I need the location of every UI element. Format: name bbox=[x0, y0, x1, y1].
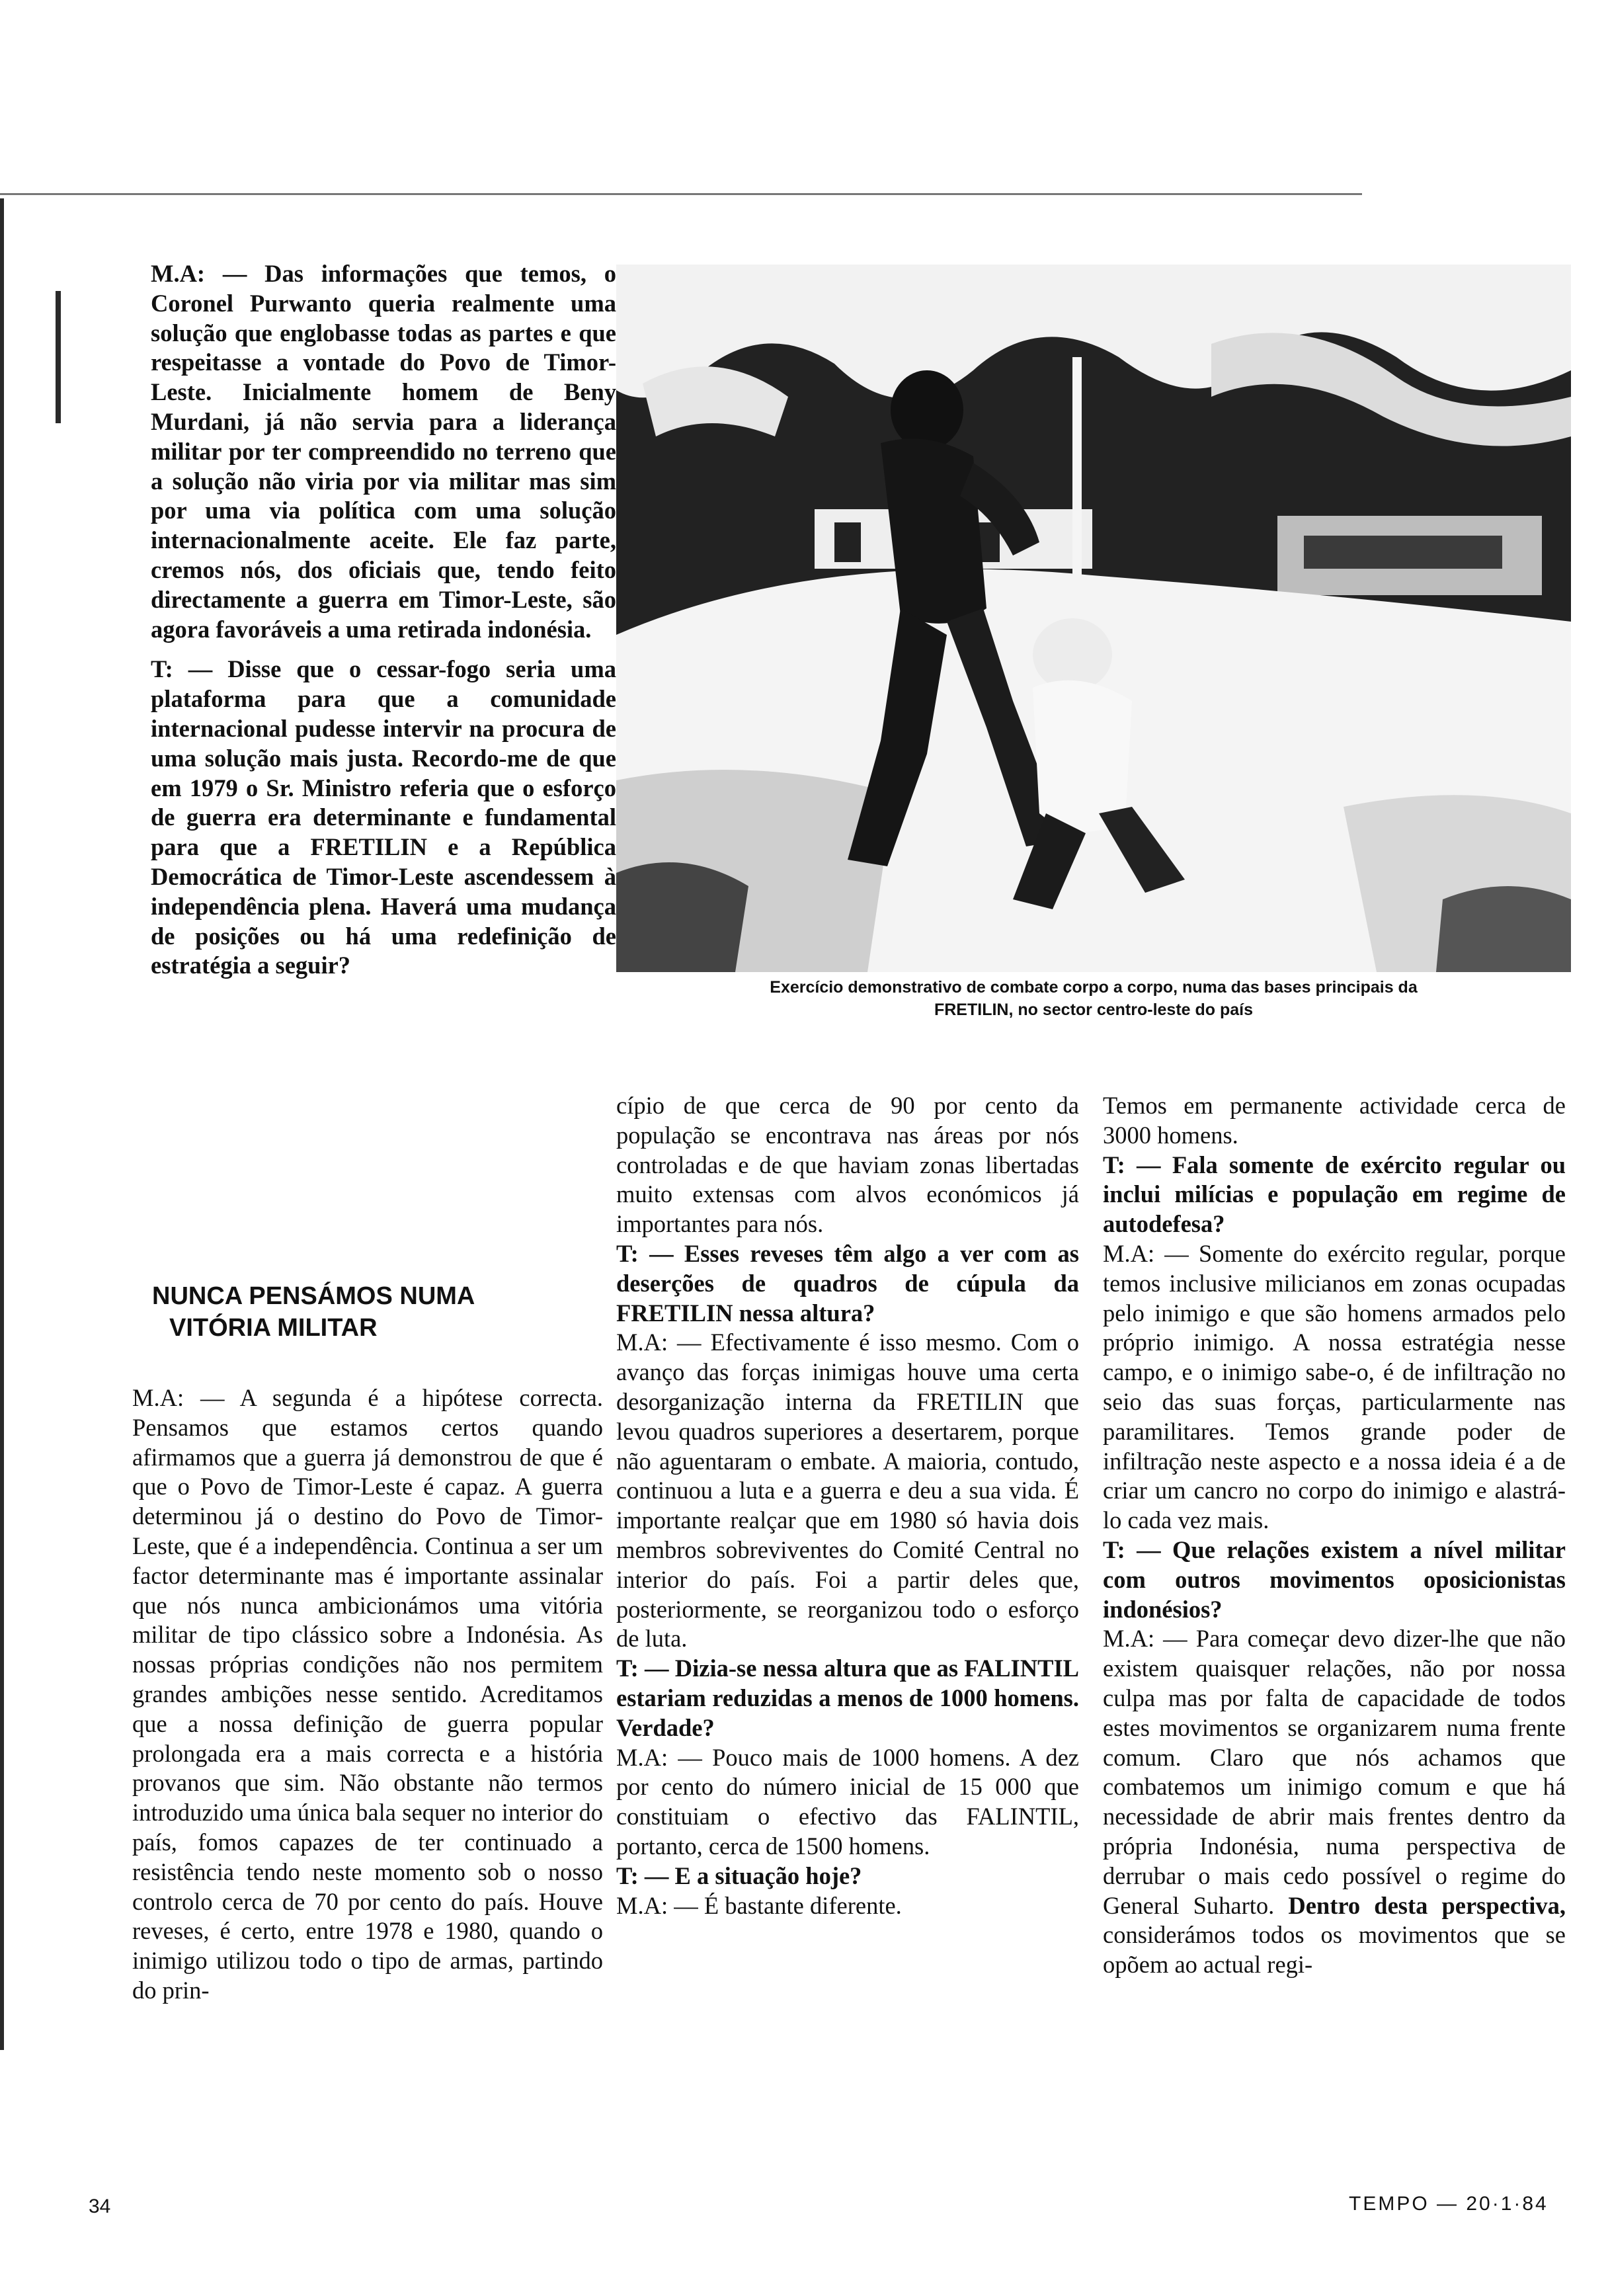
question-text: Dizia-se nessa altura que as FALINTIL estariam reduzidas a menos de 1000 homens. Verdade? bbox=[616, 1655, 1080, 1741]
speaker-label: M.A: — bbox=[1103, 1239, 1189, 1267]
speaker-label: T: — bbox=[1103, 1536, 1161, 1563]
answer-paragraph bbox=[616, 1328, 1079, 1654]
answer-paragraph bbox=[132, 1383, 603, 2006]
answer-text: A segunda é a hipótese correcta. Pensamos que estamos certos quando afirmamos que a guerra já demonstrou de que é que o Povo de Timor-Leste é capaz. A guerra determinou já o destino do Povo de Timor-Leste, que é a independência. Continua a ser um factor determinante mas é importante assinalar que nós nunca ambicionámos uma vitória militar de tipo clássico sobre a Indonésia. As nossas próprias condições não nos permitem grandes ambições nesse sentido. Acreditamos que a nossa definição de guerra popular prolongada era a mais correcta e a história provanos que sim. Não obstante não termos introduzido uma única bala sequer no interior do país, fomos capazes de ter continuado a resistência tendo neste momento sob o nosso controlo cerca de 70 por cento do país. Houve reveses, é certo, entre 1978 e 1980, quando o inimigo utilizou todo o tipo de armas, partindo do prin- bbox=[132, 1384, 603, 2004]
speaker-label: M.A: — bbox=[616, 1329, 702, 1356]
speaker-label: T: — bbox=[616, 1862, 669, 1889]
answer-text: Somente do exército regular, porque temos inclusive milicianos em zonas ocupadas pelo inimigo e que são homens armados pelo próprio inimigo. A nossa estratégia nesse campo, e o inimigo sabe-o, é de infiltração no seio das suas forças, particularmente nas paramilitares. Temos grande poder de infiltração neste aspecto e a nossa ideia é a de criar um cancro no corpo do inimigo e alastrá-lo cada vez mais. bbox=[1103, 1239, 1566, 1534]
speaker-label: T: — bbox=[616, 1239, 674, 1267]
speaker-label: M.A: — bbox=[616, 1743, 702, 1771]
speaker-label: M.A: — bbox=[1103, 1625, 1187, 1653]
heading-line-1: NUNCA PENSÁMOS NUMA bbox=[152, 1282, 475, 1310]
article-column-left-bottom bbox=[132, 1243, 603, 2006]
section-heading bbox=[132, 1280, 603, 1344]
photo-caption bbox=[616, 976, 1571, 1021]
answer-continued: cípio de que cerca de 90 por cento da população se encontrava nas áreas por nós controladas e de que haviam zonas libertadas muito extensas com alvos económicos já importantes para nós. bbox=[616, 1092, 1079, 1238]
article-column-middle bbox=[616, 1091, 1079, 1920]
answer-paragraph bbox=[1103, 1624, 1566, 1980]
speaker-label: T: — bbox=[1103, 1151, 1161, 1178]
answer-paragraph bbox=[616, 1743, 1079, 1862]
speaker-label: T: — bbox=[616, 1655, 669, 1682]
page-edge-left bbox=[0, 198, 4, 2050]
question-text: Fala somente de exército regular ou inclui milícias e população em regime de autodefesa? bbox=[1103, 1151, 1566, 1238]
page-edge-top bbox=[0, 193, 1362, 195]
answer-bold-fragment: Dentro desta perspectiva, bbox=[1288, 1891, 1566, 1919]
answer-text: Das informações que temos, o Coronel Purwanto queria realmente uma solução que englobasse todas as partes e que respeitasse a vontade do Povo de Timor-Leste. Inicialmente homem de Beny Murdani, já não servia para a liderança militar por ter compreendido no terreno que a solução não viria por via militar mas sim por uma via política com uma solução internacionalmente aceite. Ele faz parte, cremos nós, dos oficiais que, tendo feito directamente a guerra em Timor-Leste, são agora favoráveis a uma retirada indonésia. bbox=[151, 260, 617, 643]
answer-text: É bastante diferente. bbox=[704, 1891, 902, 1919]
combat-training-photo bbox=[616, 265, 1571, 972]
speaker-label: M.A: — bbox=[132, 1384, 225, 1411]
question-paragraph bbox=[616, 1862, 1079, 1891]
answer-paragraph bbox=[1103, 1239, 1566, 1536]
article-column-left-top bbox=[151, 259, 616, 981]
caption-line-1: Exercício demonstrativo de combate corpo a corpo, numa das bases principais da bbox=[770, 978, 1418, 997]
question-paragraph bbox=[151, 655, 616, 981]
question-text: E a situação hoje? bbox=[674, 1862, 862, 1889]
answer-paragraph bbox=[151, 259, 616, 644]
question-text: Que relações existem a nível militar com outros movimentos oposicionistas indonésios? bbox=[1103, 1536, 1566, 1623]
speaker-label: T: — bbox=[151, 655, 213, 683]
question-paragraph bbox=[1103, 1151, 1566, 1239]
bracket-mark bbox=[56, 291, 61, 423]
question-text: Esses reveses têm algo a ver com as deserções de quadros de cúpula da FRETILIN nessa altura? bbox=[616, 1239, 1079, 1327]
speaker-label: M.A: — bbox=[616, 1891, 698, 1919]
question-paragraph bbox=[1103, 1536, 1566, 1624]
question-text: Disse que o cessar-fogo seria uma plataforma para que a comunidade internacional pudesse intervir na procura de uma solução mais justa. Recordo-me de que em 1979 o Sr. Ministro referia que o esforço de guerra era determinante e fundamental para que a FRETILIN e a República Democrática de Timor-Leste ascendessem à independência plena. Haverá uma mudança de posições ou há uma redefinição de estratégia a seguir? bbox=[151, 655, 617, 979]
question-paragraph bbox=[616, 1654, 1079, 1742]
article-column-right bbox=[1103, 1091, 1566, 1980]
question-paragraph bbox=[616, 1239, 1079, 1328]
answer-text: Efectivamente é isso mesmo. Com o avanço das forças inimigas houve uma certa desorganização interna da FRETILIN que levou quadros superiores a desertarem, porque não aguentaram o embate. A maioria, contudo, continuou a luta e a guerra e deu a sua vida. É importante realçar que em 1980 só havia dois membros sobreviventes do Comité Central no interior do país. Foi a partir deles que, posteriormente, se reorganizou todo o esforço de luta. bbox=[616, 1329, 1079, 1653]
answer-paragraph bbox=[616, 1891, 1079, 1921]
speaker-label: M.A: — bbox=[151, 260, 247, 287]
caption-line-2: FRETILIN, no sector centro-leste do país bbox=[934, 1001, 1254, 1019]
answer-tail: considerámos todos os movimentos que se opõem ao actual regi- bbox=[1103, 1921, 1566, 1979]
magazine-footer: TEMPO — 20·1·84 bbox=[1349, 2193, 1548, 2215]
heading-line-2: VITÓRIA MILITAR bbox=[169, 1314, 378, 1342]
photo-image bbox=[616, 265, 1571, 972]
answer-continued: Temos em permanente actividade cerca de 3000 homens. bbox=[1103, 1092, 1566, 1149]
page-number: 34 bbox=[89, 2195, 111, 2217]
answer-text: Para começar devo dizer-lhe que não existem quaisquer relações, não por nossa culpa mas por falta de capacidade de todos estes movimentos se organizarem numa frente comum. Claro que nós achamos que combatemos um inimigo comum e que há necessidade de abrir mais frentes dentro da própria Indonésia, numa perspectiva de derrubar o mais cedo possível o regime do General Suharto. bbox=[1103, 1625, 1566, 1919]
answer-text: Pouco mais de 1000 homens. A dez por cento do número inicial de 15 000 que constituiam o efectivo das FALINTIL, portanto, cerca de 1500 homens. bbox=[616, 1743, 1079, 1860]
